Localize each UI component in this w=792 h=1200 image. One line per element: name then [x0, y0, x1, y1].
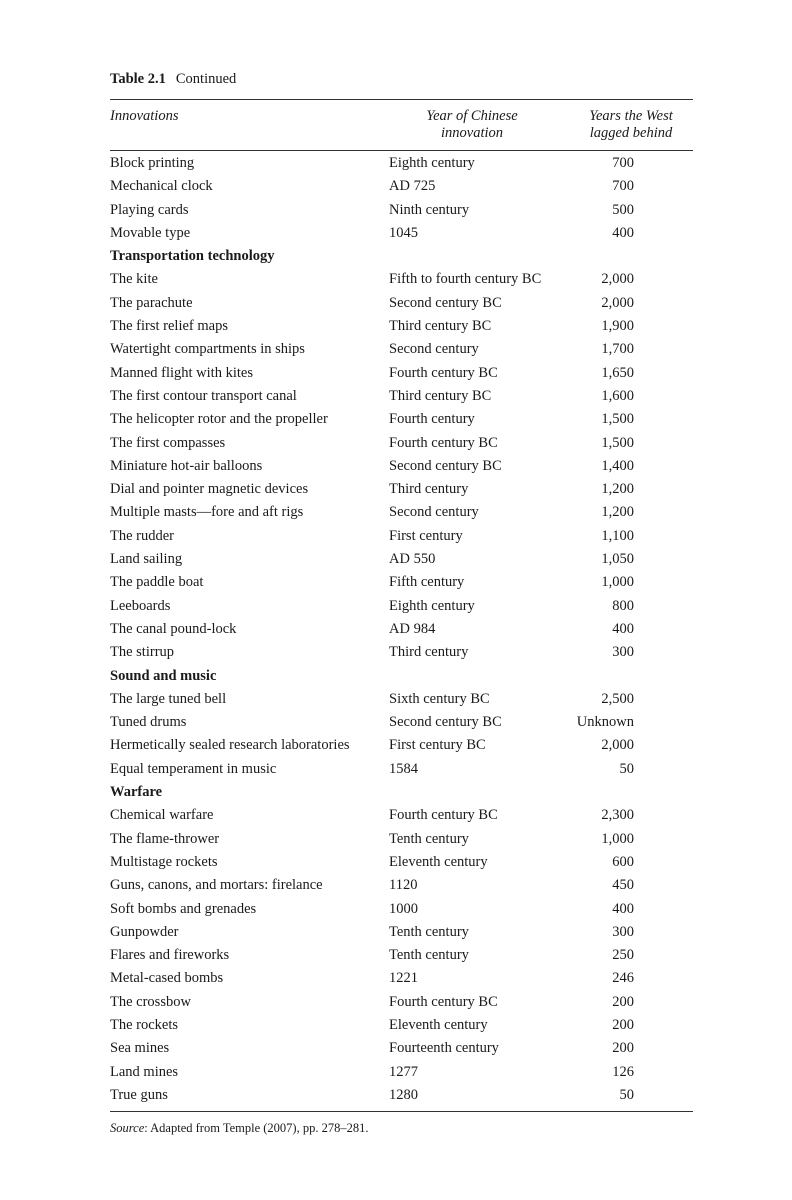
- cell-lag: 500: [612, 201, 634, 218]
- cell-innovation: Multistage rockets: [110, 853, 218, 870]
- cell-lag: 1,650: [601, 364, 634, 381]
- table-row: [110, 292, 693, 315]
- cell-year: 1045: [389, 224, 418, 241]
- cell-innovation: The kite: [110, 271, 158, 288]
- cell-lag: 250: [612, 947, 634, 964]
- cell-year: Fourth century: [389, 411, 475, 428]
- table-row: [110, 525, 693, 548]
- cell-year: Third century: [389, 481, 469, 498]
- cell-innovation: The crossbow: [110, 993, 191, 1010]
- cell-lag: Unknown: [576, 714, 634, 731]
- cell-lag: 2,000: [601, 737, 634, 754]
- cell-lag: 1,050: [601, 551, 634, 568]
- cell-year: Fourth century BC: [389, 807, 498, 824]
- cell-innovation: The paddle boat: [110, 574, 204, 591]
- table-row: [110, 874, 693, 897]
- cell-innovation: Block printing: [110, 155, 195, 171]
- table-row: [110, 828, 693, 851]
- cell-year: AD 725: [389, 178, 436, 195]
- cell-lag: 1,200: [601, 481, 634, 498]
- cell-lag: 700: [612, 155, 634, 171]
- cell-lag: 1,400: [601, 457, 634, 474]
- table-row: [110, 711, 693, 734]
- cell-innovation: Land sailing: [110, 551, 183, 568]
- cell-year: Fourth century BC: [389, 993, 498, 1010]
- header-year-line2: innovation: [440, 125, 504, 141]
- cell-innovation: Miniature hot-air balloons: [110, 457, 263, 474]
- cell-lag: 246: [612, 970, 634, 987]
- header-lag-line2: lagged behind: [589, 125, 673, 141]
- cell-year: 1120: [389, 877, 418, 894]
- table-row: [110, 921, 693, 944]
- cell-innovation: The parachute: [110, 294, 193, 311]
- source-text: : Adapted from Temple (2007), pp. 278–281.: [144, 1121, 369, 1135]
- cell-year: Fifth century: [389, 574, 465, 591]
- table-row: [110, 1014, 693, 1037]
- table-body: [110, 152, 693, 1107]
- table-row: [110, 851, 693, 874]
- cell-year: First century BC: [389, 737, 486, 754]
- table-row: [110, 455, 693, 478]
- cell-year: Second century: [389, 341, 479, 358]
- table-row: [110, 408, 693, 431]
- bottom-rule: [110, 1111, 693, 1112]
- cell-lag: 50: [619, 1086, 634, 1103]
- cell-lag: 600: [612, 853, 634, 870]
- cell-innovation: The first compasses: [110, 434, 226, 451]
- table-row: [110, 432, 693, 455]
- cell-year: Second century BC: [389, 457, 502, 474]
- cell-innovation: Equal temperament in music: [110, 760, 277, 777]
- cell-innovation: The helicopter rotor and the propeller: [110, 411, 328, 428]
- table-row: [110, 385, 693, 408]
- table-row: [110, 944, 693, 967]
- cell-lag: 1,000: [601, 574, 634, 591]
- table-row: [110, 478, 693, 501]
- cell-lag: 450: [612, 877, 634, 894]
- table-caption: [110, 71, 236, 88]
- cell-innovation: Land mines: [110, 1063, 179, 1080]
- header-rule: [110, 150, 693, 151]
- table-row: [110, 222, 693, 245]
- cell-innovation: The rudder: [110, 527, 175, 544]
- table-row: [110, 688, 693, 711]
- header-innovations: Innovations: [110, 108, 179, 124]
- cell-lag: 700: [612, 178, 634, 195]
- cell-year: Eleventh century: [389, 853, 488, 870]
- cell-innovation: Manned flight with kites: [110, 364, 253, 381]
- cell-innovation: Guns, canons, and mortars: firelance: [110, 877, 323, 894]
- table-row: [110, 338, 693, 361]
- cell-lag: 126: [612, 1063, 634, 1080]
- cell-lag: 50: [619, 760, 634, 777]
- cell-year: AD 984: [389, 620, 436, 637]
- cell-year: 1584: [389, 760, 418, 777]
- cell-year: First century: [389, 527, 463, 544]
- cell-innovation: Gunpowder: [110, 923, 179, 940]
- cell-innovation: The canal pound-lock: [110, 620, 237, 637]
- cell-lag: 200: [612, 993, 634, 1010]
- cell-innovation: Metal-cased bombs: [110, 970, 224, 987]
- header-year-line1: Year of Chinese: [426, 108, 518, 124]
- cell-lag: 2,300: [601, 807, 634, 824]
- table-row: [110, 199, 693, 222]
- cell-lag: 2,500: [601, 690, 634, 707]
- table-row: [110, 362, 693, 385]
- cell-innovation: Watertight compartments in ships: [110, 341, 305, 358]
- cell-year: 1277: [389, 1063, 418, 1080]
- cell-innovation: Transportation technology: [110, 248, 275, 265]
- cell-innovation: The flame-thrower: [110, 830, 220, 847]
- cell-innovation: Mechanical clock: [110, 178, 213, 195]
- cell-year: Tenth century: [389, 923, 469, 940]
- cell-lag: 800: [612, 597, 634, 614]
- cell-innovation: The first contour transport canal: [110, 387, 297, 404]
- cell-innovation: Tuned drums: [110, 714, 187, 731]
- cell-innovation: The large tuned bell: [110, 690, 227, 707]
- table-row: [110, 641, 693, 664]
- table-row: [110, 152, 693, 175]
- cell-innovation: Multiple masts—fore and aft rigs: [110, 504, 304, 521]
- cell-innovation: Warfare: [110, 784, 163, 801]
- cell-year: Fourteenth century: [389, 1040, 499, 1057]
- cell-lag: 2,000: [601, 294, 634, 311]
- section-header-row: [110, 665, 693, 688]
- table-row: [110, 1061, 693, 1084]
- cell-innovation: Sound and music: [110, 667, 217, 684]
- cell-innovation: The rockets: [110, 1016, 179, 1033]
- cell-innovation: Hermetically sealed research laboratories: [110, 737, 350, 754]
- cell-year: Tenth century: [389, 947, 469, 964]
- cell-innovation: Movable type: [110, 224, 191, 241]
- table-row: [110, 315, 693, 338]
- cell-year: Fifth to fourth century BC: [389, 271, 542, 288]
- cell-innovation: Soft bombs and grenades: [110, 900, 257, 917]
- cell-lag: 1,100: [601, 527, 634, 544]
- cell-innovation: True guns: [110, 1086, 168, 1103]
- cell-lag: 400: [612, 224, 634, 241]
- table-row: [110, 1037, 693, 1060]
- table-row: [110, 1084, 693, 1107]
- cell-year: Second century: [389, 504, 479, 521]
- cell-innovation: Dial and pointer magnetic devices: [110, 481, 309, 498]
- cell-lag: 1,500: [601, 434, 634, 451]
- cell-lag: 400: [612, 620, 634, 637]
- table-row: [110, 595, 693, 618]
- cell-lag: 400: [612, 900, 634, 917]
- table-row: [110, 898, 693, 921]
- top-rule: [110, 99, 693, 100]
- cell-year: Eighth century: [389, 597, 475, 614]
- table-row: [110, 758, 693, 781]
- cell-lag: 2,000: [601, 271, 634, 288]
- cell-lag: 300: [612, 644, 634, 661]
- cell-year: Fourth century BC: [389, 434, 498, 451]
- cell-lag: 200: [612, 1016, 634, 1033]
- header-year: [392, 108, 552, 142]
- cell-year: Eighth century: [389, 155, 475, 171]
- cell-year: Second century BC: [389, 294, 502, 311]
- cell-innovation: The stirrup: [110, 644, 175, 661]
- cell-lag: 1,700: [601, 341, 634, 358]
- cell-lag: 1,200: [601, 504, 634, 521]
- table-caption-text: Continued: [175, 71, 237, 87]
- cell-lag: 1,000: [601, 830, 634, 847]
- cell-year: Fourth century BC: [389, 364, 498, 381]
- table-row: [110, 501, 693, 524]
- cell-year: Tenth century: [389, 830, 469, 847]
- cell-innovation: Chemical warfare: [110, 807, 214, 824]
- table-row: [110, 268, 693, 291]
- cell-lag: 1,500: [601, 411, 634, 428]
- table-label: Table 2.1: [110, 71, 166, 87]
- cell-year: Ninth century: [389, 201, 470, 218]
- cell-innovation: Flares and fireworks: [110, 947, 230, 964]
- cell-year: Sixth century BC: [389, 690, 490, 707]
- cell-year: 1221: [389, 970, 418, 987]
- cell-year: Eleventh century: [389, 1016, 488, 1033]
- cell-lag: 1,900: [601, 318, 634, 335]
- cell-lag: 200: [612, 1040, 634, 1057]
- table-row: [110, 804, 693, 827]
- section-header-row: [110, 781, 693, 804]
- source-label: Source: [110, 1121, 145, 1135]
- source-note: [110, 1121, 368, 1136]
- cell-year: Third century BC: [389, 387, 492, 404]
- cell-lag: 1,600: [601, 387, 634, 404]
- cell-year: Third century BC: [389, 318, 492, 335]
- table-row: [110, 991, 693, 1014]
- table-row: [110, 967, 693, 990]
- table-row: [110, 175, 693, 198]
- section-header-row: [110, 245, 693, 268]
- cell-year: 1280: [389, 1086, 418, 1103]
- table-row: [110, 618, 693, 641]
- cell-innovation: The first relief maps: [110, 318, 228, 335]
- cell-year: Third century: [389, 644, 469, 661]
- header-lag-line1: Years the West: [589, 108, 673, 124]
- cell-year: 1000: [389, 900, 418, 917]
- cell-year: Second century BC: [389, 714, 502, 731]
- cell-lag: 300: [612, 923, 634, 940]
- cell-innovation: Playing cards: [110, 201, 189, 218]
- cell-innovation: Sea mines: [110, 1040, 170, 1057]
- cell-year: AD 550: [389, 551, 436, 568]
- table-row: [110, 571, 693, 594]
- table-row: [110, 548, 693, 571]
- table-row: [110, 734, 693, 757]
- header-lag: [569, 108, 693, 142]
- cell-innovation: Leeboards: [110, 597, 171, 614]
